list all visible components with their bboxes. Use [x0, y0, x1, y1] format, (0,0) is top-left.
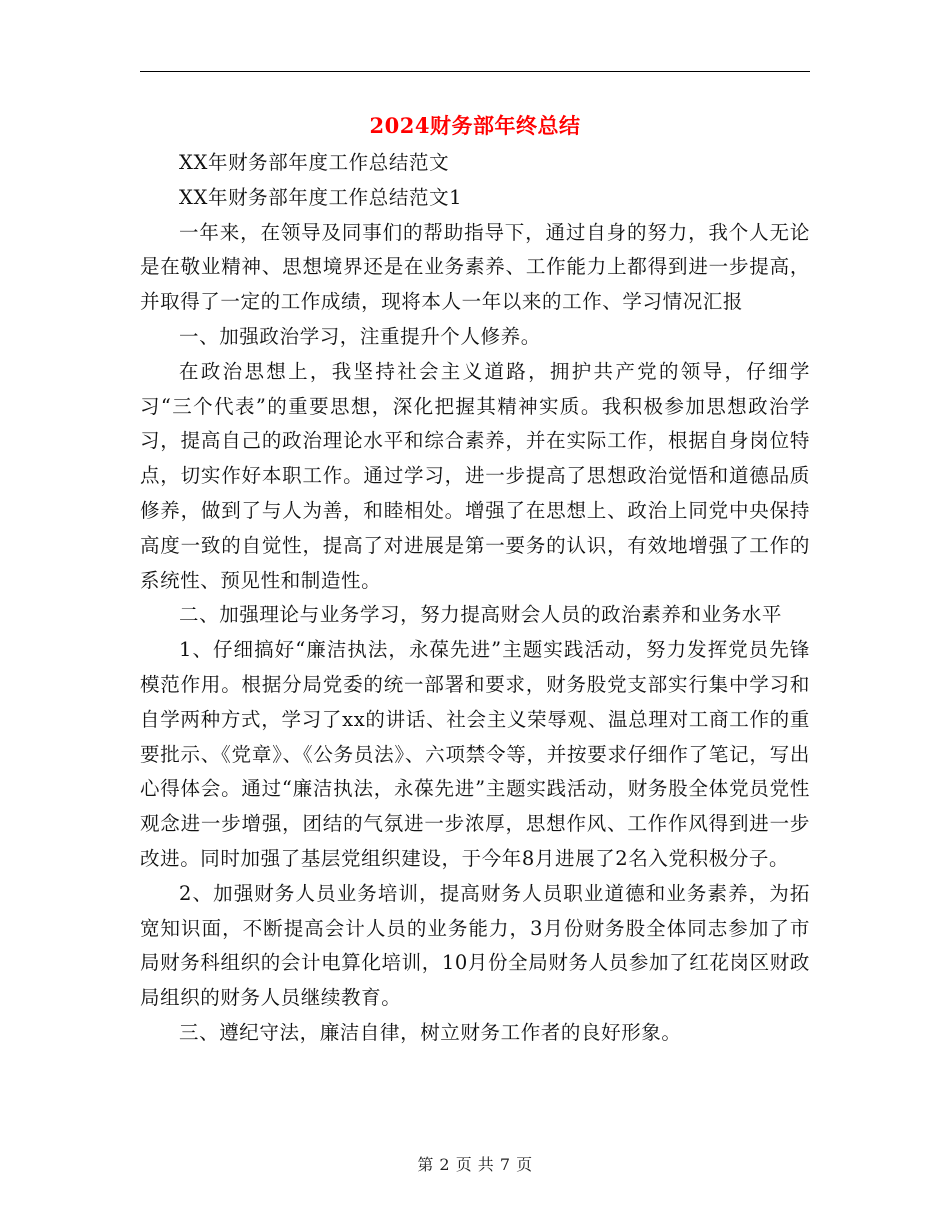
section-heading-1: 一、加强政治学习，注重提升个人修养。: [179, 324, 541, 348]
document-title: 2024财务部年终总结: [369, 113, 581, 138]
paragraph-intro: 一年来，在领导及同事们的帮助指导下，通过自身的努力，我个人无论是在敬业精神、思想境界还是在业务素养、工作能力上都得到进一步提高，并取得了一定的工作成绩，现将本人一年以来的工作、学习情况汇报: [140, 220, 810, 314]
paragraph-political-study: 在政治思想上，我坚持社会主义道路，拥护共产党的领导，仔细学习“三个代表”的重要思想，深化把握其精神实质。我积极参加思想政治学习，提高自己的政治理论水平和综合素养，并在实际工作，根据自身岗位特点，切实作好本职工作。通过学习，进一步提高了思想政治觉悟和道德品质修养，做到了与人为善，和睦相处。增强了在思想上、政治上同党中央保持高度一致的自觉性，提高了对进展是第一要务的认识，有效地增强了工作的系统性、预见性和制造性。: [140, 359, 810, 592]
paragraph-subtitle-1: XX年财务部年度工作总结范文1: [179, 185, 463, 209]
section-heading-3: 三、遵纪守法，廉洁自律，树立财务工作者的良好形象。: [179, 1020, 682, 1044]
header-rule: [140, 71, 810, 72]
paragraph-item-2: 2、加强财务人员业务培训，提高财务人员职业道德和业务素养，为拓宽知识面，不断提高会计人员的业务能力，3月份财务股全体同志参加了市局财务科组织的会计电算化培训，10月份全局财务人员参加了红花岗区财政局组织的财务人员继续教育。: [140, 881, 810, 1010]
paragraph-item-1: 1、仔细搞好“廉洁执法，永葆先进”主题实践活动，努力发挥党员先锋模范作用。根据分局党委的统一部署和要求，财务股党支部实行集中学习和自学两种方式，学习了xx的讲话、社会主义荣辱观、温总理对工商工作的重要批示、《党章》、《公务员法》、六项禁令等，并按要求仔细作了笔记，写出心得体会。通过“廉洁执法，永葆先进”主题实践活动，财务股全体党员党性观念进一步增强，团结的气氛进一步浓厚，思想作风、工作作风得到进一步改进。同时加强了基层党组织建设，于今年8月进展了2名入党积极分子。: [140, 638, 810, 870]
document-body: [140, 146, 810, 1051]
paragraph-subtitle: XX年财务部年度工作总结范文: [179, 151, 450, 174]
section-heading-2: 二、加强理论与业务学习，努力提高财会人员的政治素养和业务水平: [179, 603, 783, 627]
page-number: 第 2 页 共 7 页: [417, 1155, 533, 1174]
